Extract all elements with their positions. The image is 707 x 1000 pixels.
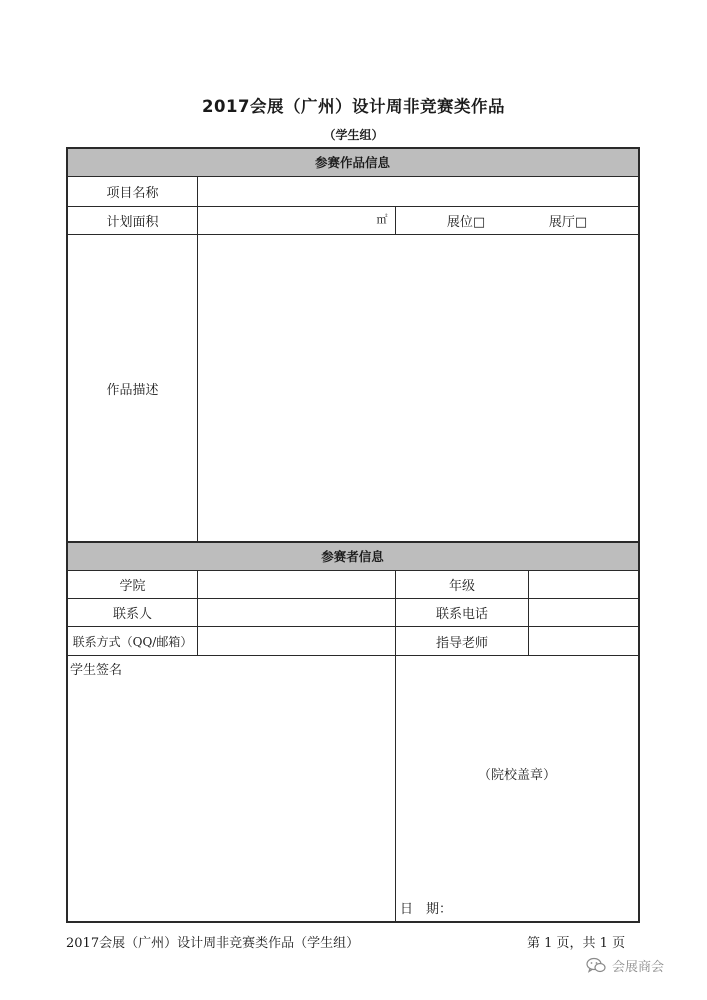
project-name-field[interactable]	[198, 177, 638, 206]
advisor-label: 指导老师	[435, 635, 488, 651]
table-rule	[66, 655, 640, 656]
footer-page-number: 第 1 页，共 1 页	[527, 936, 626, 951]
advisor-field[interactable]	[529, 627, 638, 655]
document-subtitle: （学生组）	[323, 128, 384, 142]
date-label: 日 期：	[400, 902, 453, 917]
table-rule	[395, 206, 396, 234]
wechat-icon	[586, 957, 606, 974]
watermark-text: 会展商会	[612, 960, 665, 975]
document-title: 2017会展（广州）设计周非竞赛类作品	[202, 97, 505, 116]
contact-method-field[interactable]	[198, 627, 395, 655]
contact-person-field[interactable]	[198, 599, 395, 626]
grade-label: 年级	[448, 579, 475, 594]
planned-area-label: 计划面积	[106, 215, 159, 230]
table-rule	[638, 147, 640, 923]
footer-document-name: 2017会展（广州）设计周非竞赛类作品（学生组）	[66, 936, 360, 951]
hall-option[interactable]: 展厅□	[548, 215, 588, 230]
school-seal-label: （院校盖章）	[477, 767, 556, 783]
description-field[interactable]	[198, 235, 638, 541]
student-signature-area[interactable]	[68, 678, 395, 921]
contact-method-label: 联系方式（QQ/邮箱）	[72, 634, 193, 649]
college-label: 学院	[119, 579, 146, 594]
booth-option[interactable]: 展位□	[446, 215, 486, 230]
planned-area-field[interactable]	[198, 207, 368, 234]
area-unit: ㎡	[376, 213, 388, 226]
description-label: 作品描述	[106, 382, 159, 398]
contact-phone-field[interactable]	[529, 599, 638, 626]
participant-info-header: 参赛者信息	[321, 549, 384, 564]
college-field[interactable]	[198, 571, 395, 598]
contact-phone-label: 联系电话	[435, 607, 488, 622]
contact-person-label: 联系人	[112, 607, 152, 622]
student-signature-label: 学生签名	[70, 663, 123, 678]
watermark	[586, 956, 664, 975]
table-rule	[66, 921, 640, 923]
work-info-header: 参赛作品信息	[314, 155, 390, 170]
grade-field[interactable]	[529, 571, 638, 598]
project-name-label: 项目名称	[106, 186, 159, 201]
